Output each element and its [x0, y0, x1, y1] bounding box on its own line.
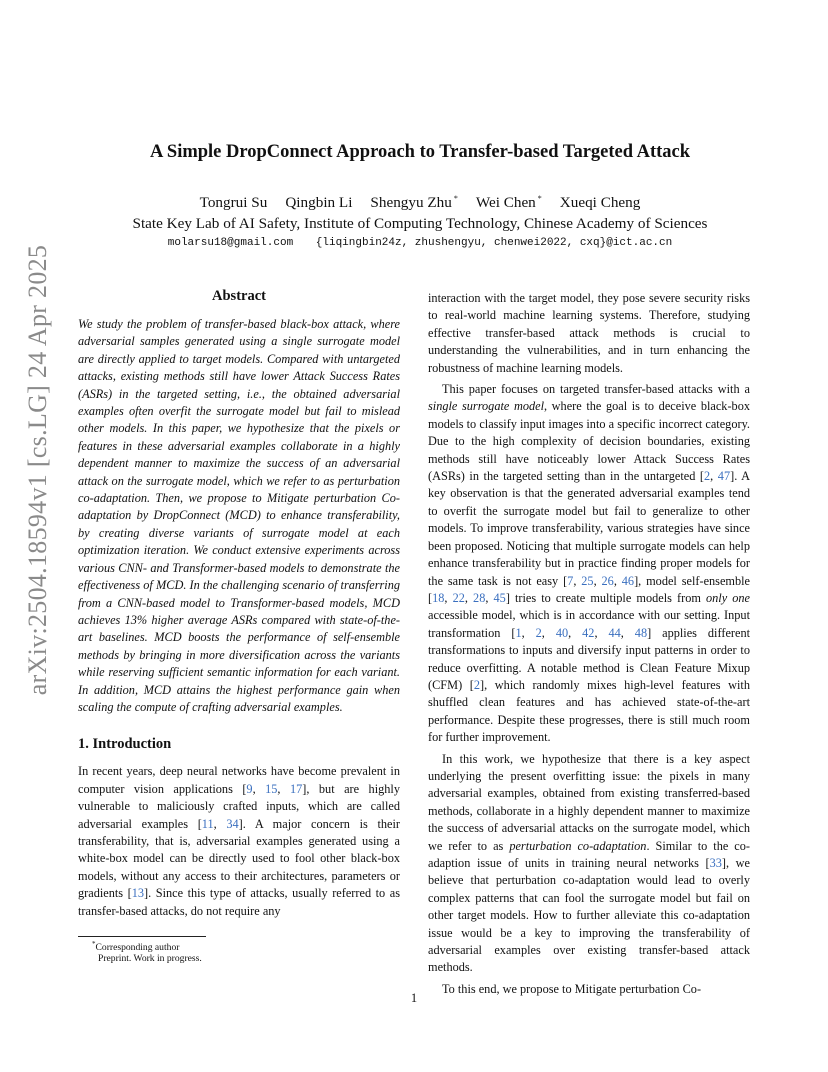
citation-link[interactable]: 42 — [582, 625, 595, 640]
emphasized-term: perturbation co-adaptation — [509, 838, 647, 853]
page-number: 1 — [410, 991, 418, 1005]
citation-link[interactable]: 18 — [432, 590, 445, 605]
citation-link[interactable]: 1 — [515, 625, 522, 640]
citation-link[interactable]: 28 — [473, 590, 486, 605]
abstract-heading: Abstract — [212, 288, 266, 304]
corresponding-mark: * — [537, 194, 542, 203]
citation-link[interactable]: 48 — [634, 625, 648, 640]
author-name: Xueqi Cheng — [559, 194, 641, 211]
email-group[interactable]: {liqingbin24z, zhushengyu, chenwei2022, cxq}@ict.ac.cn — [315, 237, 673, 249]
citation-link[interactable]: 47 — [717, 469, 731, 484]
body-paragraph-4: To this end, we propose to Mitigate perturbation Co- — [442, 981, 702, 996]
author-name: Tongrui Su — [199, 194, 268, 211]
right-column — [428, 290, 750, 1002]
citation-link[interactable]: 15 — [265, 781, 278, 796]
email-list — [70, 237, 770, 249]
citation-link[interactable]: 17 — [289, 781, 303, 796]
footnote-rule — [78, 936, 206, 937]
abstract-text: We study the problem of transfer-based black-box attack, where adversarial samples generated using a single surrogate model are directly applied to target models. Compared with untargeted attacks, existing methods still have lower Attack Success Rates (ASRs) in the targeted setting, i.e., the obtained adversarial examples often overfit the surrogate model but fail to mislead other models. In this paper, we hypothesize that the pixels or features in these adversarial examples collaborate in a highly dependent manner to maximize the success of an adversarial attack on the surrogate model, which we refer to as perturbation co-adaptation. Then, we propose to Mitigate perturbation Co-adaptation by DropConnect (MCD) to enhance transferability, by creating diverse variants of surrogate model at each optimization iteration. We conduct extensive experiments across various CNN- and Transformer-based models to demonstrate the effectiveness of MCD. In the challenging scenario of transferring from a CNN-based model to Transformer-based models, MCD achieves 13% higher average ASRs compared with state-of-the-art baselines. MCD boosts the performance of self-ensemble methods by bringing in more diversification across the variants while reserving sufficient semantic information for each variant. In addition, MCD attains the highest performance gain when scaling the compute of crafting adversarial examples. — [78, 317, 400, 714]
citation-link[interactable]: 13 — [131, 886, 145, 901]
citation-link[interactable]: 9 — [246, 781, 253, 796]
affiliation: State Key Lab of AI Safety, Institute of Computing Technology, Chinese Academy of Sciences — [132, 215, 708, 232]
emphasized-term: single surrogate model — [428, 399, 544, 414]
citation-link[interactable]: 40 — [555, 625, 569, 640]
citation-link[interactable]: 34 — [226, 816, 239, 831]
emphasized-term: only one — [706, 590, 751, 605]
arxiv-side-stamp — [18, 244, 58, 696]
left-column — [78, 288, 400, 920]
arxiv-identifier: arXiv:2504.18594v1 [cs.LG] 24 Apr 2025 — [23, 244, 52, 696]
citation-link[interactable]: 33 — [709, 856, 722, 870]
citation-link[interactable]: 2 — [473, 677, 481, 692]
citation-link[interactable]: 22 — [452, 590, 465, 605]
footnote-mark: * — [92, 940, 96, 948]
citation-link[interactable]: 2 — [535, 625, 542, 640]
author-name: Wei Chen * — [475, 194, 542, 211]
citation-link[interactable]: 11 — [201, 816, 214, 831]
paper-title: A Simple DropConnect Approach to Transfer-based Targeted Attack — [149, 142, 691, 162]
citation-link[interactable]: 44 — [608, 625, 621, 640]
author-list — [70, 194, 770, 212]
body-paragraph-1: interaction with the target model, they pose severe security risks to real-world machine learning systems. Therefore, studying effective transfer-based attack methods is crucial to understanding the vulnerabilities, and in turn enhancing the robustness of machine learning models. — [428, 291, 750, 375]
citation-link[interactable]: 45 — [493, 590, 506, 605]
section-heading-introduction: 1. Introduction — [78, 736, 172, 753]
citation-link[interactable]: 25 — [581, 573, 594, 588]
author-name: Shengyu Zhu * — [370, 194, 458, 211]
footnote-corresponding — [92, 940, 179, 953]
citation-link[interactable]: 26 — [601, 573, 614, 588]
email-primary[interactable]: molarsu18@gmail.com — [167, 237, 294, 249]
body-paragraph-3: In this work, we hypothesize that there is a key aspect underlying the present overfitting issue: the pixels in many adversarial examples, obtained from existing transferred-based methods, collaborate in a highly dependent manner to maximize the success of adversarial attacks on the surrogate model, which we refer to as perturbation co-adaptation. Similar to the co-adaption issue of units in training neural networks [33], we believe that perturbation co-adaptation would lead to overly complex patterns that can fool the surrogate model but fail on other target models. How to further alleviate this co-adaptation issue would be a key to improving the transferability of adversarial examples over existing transfer-based attack methods. — [428, 751, 750, 975]
author-name: Qingbin Li — [285, 194, 353, 211]
citation-link[interactable]: 2 — [704, 469, 711, 484]
corresponding-mark: * — [453, 194, 458, 203]
citation-link[interactable]: 7 — [567, 573, 574, 588]
citation-link[interactable]: 46 — [621, 573, 635, 588]
footnote-preprint: Preprint. Work in progress. — [98, 953, 202, 964]
intro-paragraph-1: In recent years, deep neural networks have become prevalent in computer vision applications [9, 15, 17], but are highly vulnerable to maliciously crafted inputs, which are called adversarial examples [11, 34]. A major concern is their transferability, that is, adversarial examples generated using a white-box model can be directly used to fool other black-box models, without any access to their architectures, parameters or gradients [13]. Since this type of attacks, usually referred to as transfer-based attacks, do not require any — [78, 764, 400, 918]
body-paragraph-2: This paper focuses on targeted transfer-based attacks with a single surrogate model, where the goal is to deceive black-box models to classify input images into a specific incorrect category. Due to the high complexity of decision boundaries, existing methods still have noticeably lower Attack Success Rates (ASRs) in the targeted setting than in the untargeted [2, 47]. A key observation is that the generated adversarial examples tend to overfit the surrogate model but fail to generalize to other models. To improve transferability, various strategies have since been proposed. Noticing that multiple surrogate models can help enhance transferability but in practice finding proper models for the same task is not easy [7, 25, 26, 46], model self-ensemble [18, 22, 28, 45] tries to create multiple models from only one accessible model, which is in accordance with our setting. Input transformation [1, 2, 40, 42, 44, 48] applies different transformations to inputs and diversify input patterns in order to reduce overfitting. A notable method is Clean Feature Mixup (CFM) [2], which randomly mixes high-level features with shuffled clean features and has achieved state-of-the-art performance. Despite these progresses, there is still much room for further improvement. — [428, 382, 751, 745]
footnote-corresponding-text: Corresponding author — [95, 942, 180, 954]
